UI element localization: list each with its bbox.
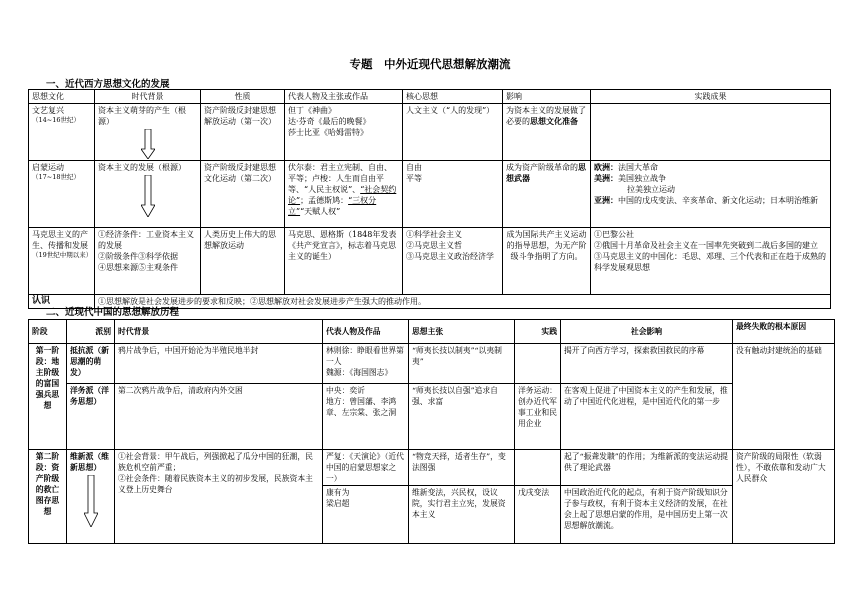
people-text: “天赋人权” [300,207,341,216]
table-cell: 在客观上促进了中国资本主义的产生和发展，推动了中国近代化进程，是中国近代化的第一步 [561,384,733,450]
impact-text: 为资本主义的发展做了必要的 [506,106,586,126]
table-cell: “师夷长技以制夷”“以夷制夷” [409,344,515,384]
background-line: ②社会条件：随着民族资本主义的初步发展，民族资本主义登上历史舞台 [118,474,313,494]
result-label: 欧洲： [594,162,618,172]
faction-label: 维新派（维新思想） [70,452,109,472]
result-line: ③马克思主义的中国化：毛思、邓理、三个代表和正在趋于成熟的科学发展观思想 [594,252,826,272]
table-cell [115,450,323,544]
table-cell [591,161,831,228]
table-cell: 第二次鸦片战争后，清政府内外交困 [115,384,323,450]
column-header: 性质 [201,90,285,104]
table-header-row [29,320,835,344]
down-arrow-icon [141,129,155,159]
column-header: 实践成果 [591,90,831,104]
impact-emphasis: 思想文化准备 [530,116,578,126]
table-cell [503,161,591,228]
faction-label: 抵抗派（新思潮的萌发） [67,344,115,384]
table-cell [403,228,503,295]
impact-text: 成为资产阶级革命的 [506,163,578,172]
core-line: 平等 [406,174,422,183]
failure-reason: 资产阶级的局限性（软弱性），不敢依靠和发动广大人民群众 [733,450,835,544]
table-cell: 人类历史上伟大的思想解放运动 [201,228,285,295]
page-title: 专题 中外近现代思想解放潮流 [349,57,511,71]
person-line: 莎士比亚《哈姆雷特》 [288,128,368,137]
cognition-label: 认识 [29,295,95,309]
failure-reason: 没有触动封建统治的基础 [733,344,835,450]
table-cell [515,450,561,486]
western-thought-table [28,89,831,309]
core-line: 自由 [406,163,422,172]
table-cell: 严复：《天演论》（近代中国的启蒙思想家之一） [323,450,409,486]
faction-label: 洋务派（洋务思想） [67,384,115,450]
person-line: 中央：奕䜣 [326,386,365,395]
down-arrow-icon [84,475,98,527]
table-cell [323,384,409,450]
china-thought-table [28,319,835,544]
table-cell: 戊戌变法 [515,486,561,544]
table-row [29,344,835,384]
people-text: 伏尔泰：君主立宪制、自由、平等；卢梭：人生而自由平等、“人民主权说”、 [288,163,392,194]
table-cell: 资产阶级反封建思想文化运动（第二次） [201,161,285,228]
thought-name: 马克思主义的产生、传播和发展 [32,230,88,250]
background-line: ①经济条件：工业资本主义的发展 [98,230,194,250]
person-line: 梁启超 [326,499,350,508]
stage-label: 第二阶段：资产阶级的救亡图存思想 [29,450,67,544]
result-line [594,173,827,184]
table-row [29,161,831,228]
table-cell: 洋务运动：创办近代军事工业和民用企业 [515,384,561,450]
table-cell: 资产阶级反封建思想解放运动（第一次） [201,104,285,161]
table-cell [323,344,409,384]
table-cell [95,161,201,228]
column-header: 思想主张 [409,320,515,344]
result-line [594,184,827,195]
down-arrow-icon [141,175,155,217]
result-text: 美国独立战争 [618,174,666,183]
table-cell [591,228,831,295]
table-cell: 起了“振聋发聩”的作用；为维新派的变法运动提供了理论武器 [561,450,733,486]
table-cell [29,104,95,161]
table-cell: 揭开了向西方学习，探索救国救民的序幕 [561,344,733,384]
person-line: 康有为 [326,488,350,497]
result-text: 拉美独立运动 [627,185,675,194]
table-row [29,450,835,486]
table-row [29,228,831,295]
column-header: 核心思想 [403,90,503,104]
table-cell [67,450,115,544]
background-line: ②阶级条件③科学依据 [98,252,178,261]
table-cell: 成为国际共产主义运动的指导思想，为无产阶级斗争指明了方向。 [503,228,591,295]
result-label: 亚洲： [594,195,618,205]
column-header: 社会影响 [561,320,733,344]
table-cell [285,161,403,228]
table-cell [29,228,95,295]
column-header: 实践 [515,320,561,344]
table-cell [323,486,409,544]
column-header: 影响 [503,90,591,104]
table-cell [515,344,561,384]
table-header-row [29,90,831,104]
thought-name: 启蒙运动 [32,163,64,172]
table-row [29,384,835,450]
stage-label: 第一阶段：地主阶级的富国强兵思想 [29,344,67,450]
column-header: 思想文化 [29,90,95,104]
table-cell: 维新变法，兴民权，设议院，实行君主立宪，发展资本主义 [409,486,515,544]
core-line: ③马克思主义政治经济学 [406,252,494,261]
core-line: ①科学社会主义 [406,230,462,239]
people-underlined: “三权分立” [288,196,377,216]
thought-period: （19世纪中期以来） [32,251,93,259]
cognition-text: ①思想解放是社会发展进步的要求和反映；②思想解放对社会发展进步产生强大的推动作用。 [95,295,831,309]
table-cell: 中国政治近代化的起点，有利于资产阶级知识分子参与政权，有利于资本主义经济的发展，在社会上起了思想启蒙的作用，是中国历史上第一次思想解放潮流。 [561,486,733,544]
table-cell: 人文主义（“人的发现”） [403,104,503,161]
section-heading-western: 一、近代西方思想文化的发展 [46,79,170,90]
person-line: 但丁《神曲》 [288,106,336,115]
table-cell [285,104,403,161]
table-cell [503,104,591,161]
table-cell [29,161,95,228]
background-line: ①社会背景：甲午战后，列强掀起了瓜分中国的狂潮，民族危机空前严重； [118,452,313,472]
person-line: 魏源：《海国图志》 [326,368,393,377]
table-cell: 马克思、恩格斯（1848年发表《共产党宣言》，标志着马克思主义的诞生） [285,228,403,295]
result-line [594,195,827,206]
person-line: 林则徐：睁眼看世界第一人 [326,346,404,366]
result-text: 法国大革命 [618,163,658,172]
result-line [594,162,827,173]
table-cell [95,228,201,295]
thought-period: （17~18世纪） [32,173,80,181]
person-line: 地方：曾国藩、李鸿章、左宗棠、张之洞 [326,397,397,417]
column-header: 最终失败的根本原因 [733,320,835,344]
result-label: 美洲： [594,173,618,183]
table-cell [95,104,201,161]
table-cell: 鸦片战争后，中国开始沦为半殖民地半封 [115,344,323,384]
background-text: 资本主义萌芽的产生（根源） [98,106,186,126]
table-cell [591,104,831,161]
column-header: 派别 [67,320,115,344]
result-text: 中国的戊戌变法、辛亥革命、新文化运动；日本明治维新 [618,196,818,205]
column-header: 时代背景 [115,320,323,344]
thought-period: （14~16世纪） [32,116,80,124]
background-text: 资本主义的发展（根源） [98,163,186,172]
table-cell: “物竞天择，适者生存”，变法图强 [409,450,515,486]
person-line: 达·芬奇《最后的晚餐》 [288,117,371,126]
column-header: 代表人物及作品 [323,320,409,344]
thought-name: 文艺复兴 [32,106,64,115]
people-underlined: “社会契约论” [288,185,397,205]
table-row [29,104,831,161]
background-line: ④思想来源⑤主观条件 [98,263,178,272]
impact-emphasis: 思想武器 [506,162,586,183]
table-cell: “师夷长技以自强”追求自强、求富 [409,384,515,450]
core-line: ②马克思主义哲 [406,241,462,250]
table-cell [403,161,503,228]
column-header: 阶段 [29,320,67,344]
column-header: 代表人物及主张或作品 [285,90,403,104]
result-line: ①巴黎公社 [594,230,634,239]
column-header: 时代背景 [95,90,201,104]
people-text: ；孟德斯鸠： [300,196,349,205]
result-line: ②俄国十月革命及社会主义在一国率先突破到二战后多国的建立 [594,241,818,250]
section-heading-china: 二、近现代中国的思想解放历程 [46,307,180,318]
